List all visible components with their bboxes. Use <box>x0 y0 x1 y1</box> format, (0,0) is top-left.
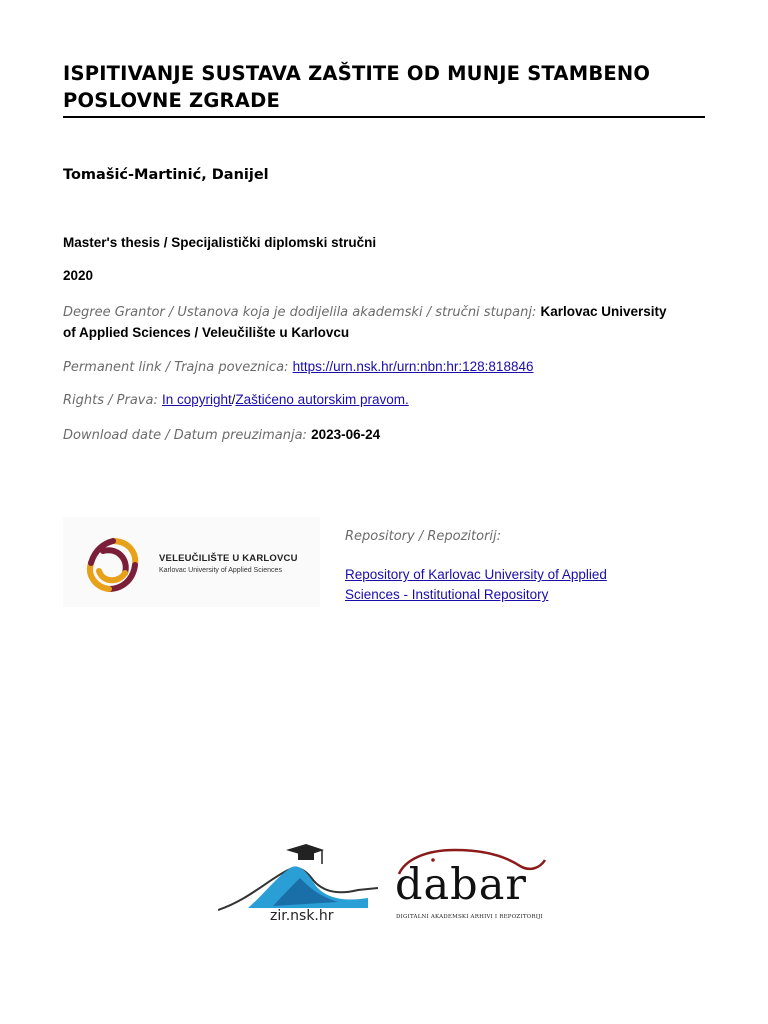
repository-link[interactable]: Repository of Karlovac University of Applied Sciences - Institutional Repository <box>345 567 607 602</box>
permanent-link[interactable]: https://urn.nsk.hr/urn:nbn:hr:128:818846 <box>292 359 534 374</box>
permanent-link-label: Permanent link / Trajna poveznica: <box>63 360 289 375</box>
degree-grantor-value: Karlovac University of Applied Sciences / Veleučilište u Karlovcu <box>63 304 667 340</box>
document-title: ISPITIVANJE SUSTAVA ZAŠTITE OD MUNJE STAMBENO POSLOVNE ZGRADE <box>63 62 651 112</box>
institution-logo-icon <box>83 535 143 595</box>
zir-logo-icon <box>218 840 388 915</box>
author-name: Tomašić-Martinić, Danijel <box>63 167 269 183</box>
degree-grantor-label: Degree Grantor / Ustanova koja je dodijelila akademski / stručni stupanj: <box>63 305 537 320</box>
download-date-label: Download date / Datum preuzimanja: <box>63 428 307 443</box>
thesis-type: Master's thesis / Specijalistički diplomski stručni <box>63 235 377 250</box>
thesis-year: 2020 <box>63 268 94 283</box>
rights-separator: / <box>231 392 236 407</box>
rights-link-zasticeno[interactable]: Zaštićeno autorskim pravom. <box>235 392 409 407</box>
title-divider <box>63 116 705 118</box>
rights-link-in-copyright[interactable]: In copyright <box>161 392 232 407</box>
zir-text: zir.nsk.hr <box>270 908 334 924</box>
institution-name: VELEUČILIŠTE U KARLOVCU <box>159 553 298 564</box>
dabar-subtitle: DIGITALNI AKADEMSKI ARHIVI I REPOZITORIJI <box>396 914 543 920</box>
institution-subtitle: Karlovac University of Applied Sciences <box>159 567 282 574</box>
dabar-wordmark: dabar <box>395 860 527 910</box>
repository-label: Repository / Repozitorij: <box>345 529 502 544</box>
degree-grantor-row <box>63 302 683 344</box>
rights-label: Rights / Prava: <box>63 393 158 408</box>
download-date-row <box>63 425 683 446</box>
permanent-link-row <box>63 357 683 378</box>
download-date-value: 2023-06-24 <box>311 427 381 442</box>
rights-row <box>63 390 683 411</box>
institution-logo-block <box>63 517 320 607</box>
